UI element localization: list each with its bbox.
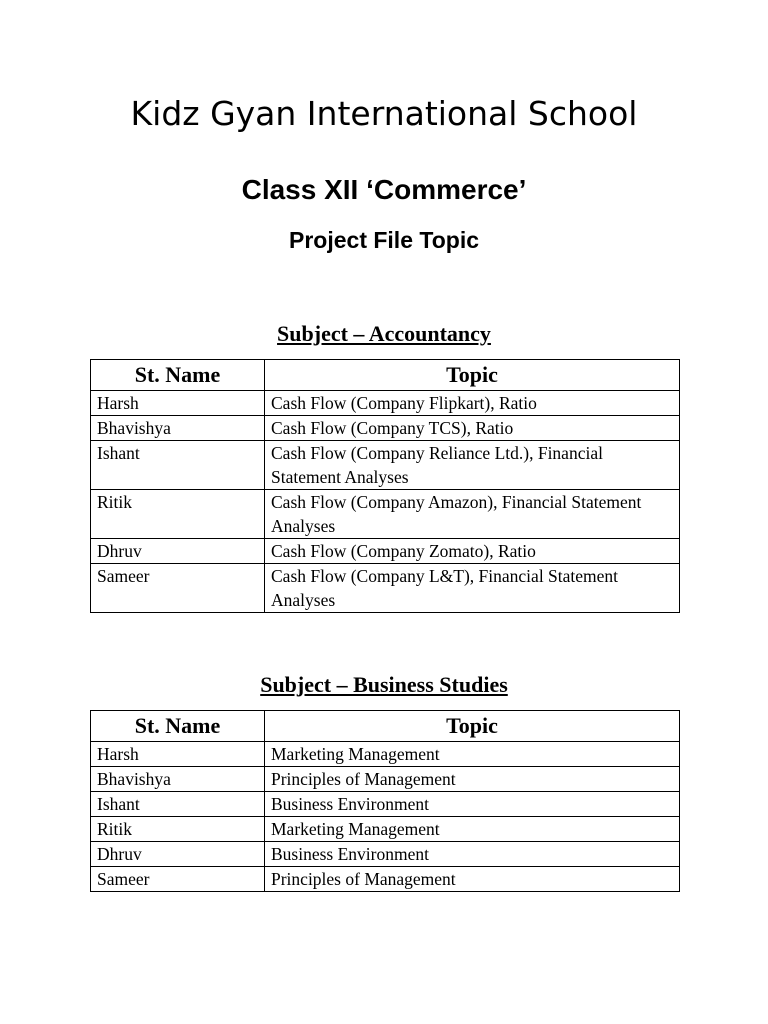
student-name-cell: Harsh: [91, 742, 265, 767]
student-name-cell: Bhavishya: [91, 767, 265, 792]
table-row: [91, 564, 680, 613]
student-name-cell: Dhruv: [91, 539, 265, 564]
business-studies-table: [90, 710, 680, 892]
table-row: [91, 792, 680, 817]
topic-cell: Principles of Management: [265, 767, 680, 792]
topic-cell: Marketing Management: [265, 742, 680, 767]
student-name-cell: Sameer: [91, 867, 265, 892]
student-name-cell: Bhavishya: [91, 416, 265, 441]
accountancy-table: [90, 359, 680, 613]
table-row: [91, 490, 680, 539]
document-title: Project File Topic: [289, 227, 479, 253]
topic-cell: Cash Flow (Company TCS), Ratio: [265, 416, 680, 441]
accountancy-heading: Subject – Accountancy: [277, 321, 491, 346]
table-header-row: [91, 360, 680, 391]
student-name-cell: Harsh: [91, 391, 265, 416]
topic-cell: Cash Flow (Company L&T), Financial Statement Analyses: [265, 564, 680, 613]
topic-cell: Marketing Management: [265, 817, 680, 842]
business-studies-heading: Subject – Business Studies: [260, 672, 508, 697]
class-title: Class XII ‘Commerce’: [241, 174, 527, 205]
table-row: [91, 416, 680, 441]
student-name-cell: Ishant: [91, 441, 265, 490]
topic-cell: Business Environment: [265, 792, 680, 817]
student-name-cell: Ishant: [91, 792, 265, 817]
table-row: [91, 742, 680, 767]
column-header-student-name: St. Name: [91, 360, 265, 391]
table-row: [91, 767, 680, 792]
table-row: [91, 539, 680, 564]
student-name-cell: Sameer: [91, 564, 265, 613]
topic-cell: Cash Flow (Company Reliance Ltd.), Financial Statement Analyses: [265, 441, 680, 490]
table-header-row: [91, 711, 680, 742]
student-name-cell: Ritik: [91, 817, 265, 842]
student-name-cell: Ritik: [91, 490, 265, 539]
topic-cell: Principles of Management: [265, 867, 680, 892]
table-row: [91, 817, 680, 842]
topic-cell: Cash Flow (Company Flipkart), Ratio: [265, 391, 680, 416]
table-row: [91, 391, 680, 416]
table-row: [91, 867, 680, 892]
topic-cell: Cash Flow (Company Zomato), Ratio: [265, 539, 680, 564]
topic-cell: Business Environment: [265, 842, 680, 867]
column-header-topic: Topic: [265, 711, 680, 742]
column-header-student-name: St. Name: [91, 711, 265, 742]
table-row: [91, 842, 680, 867]
table-row: [91, 441, 680, 490]
topic-cell: Cash Flow (Company Amazon), Financial Statement Analyses: [265, 490, 680, 539]
column-header-topic: Topic: [265, 360, 680, 391]
student-name-cell: Dhruv: [91, 842, 265, 867]
school-name: Kidz Gyan International School: [130, 94, 638, 133]
